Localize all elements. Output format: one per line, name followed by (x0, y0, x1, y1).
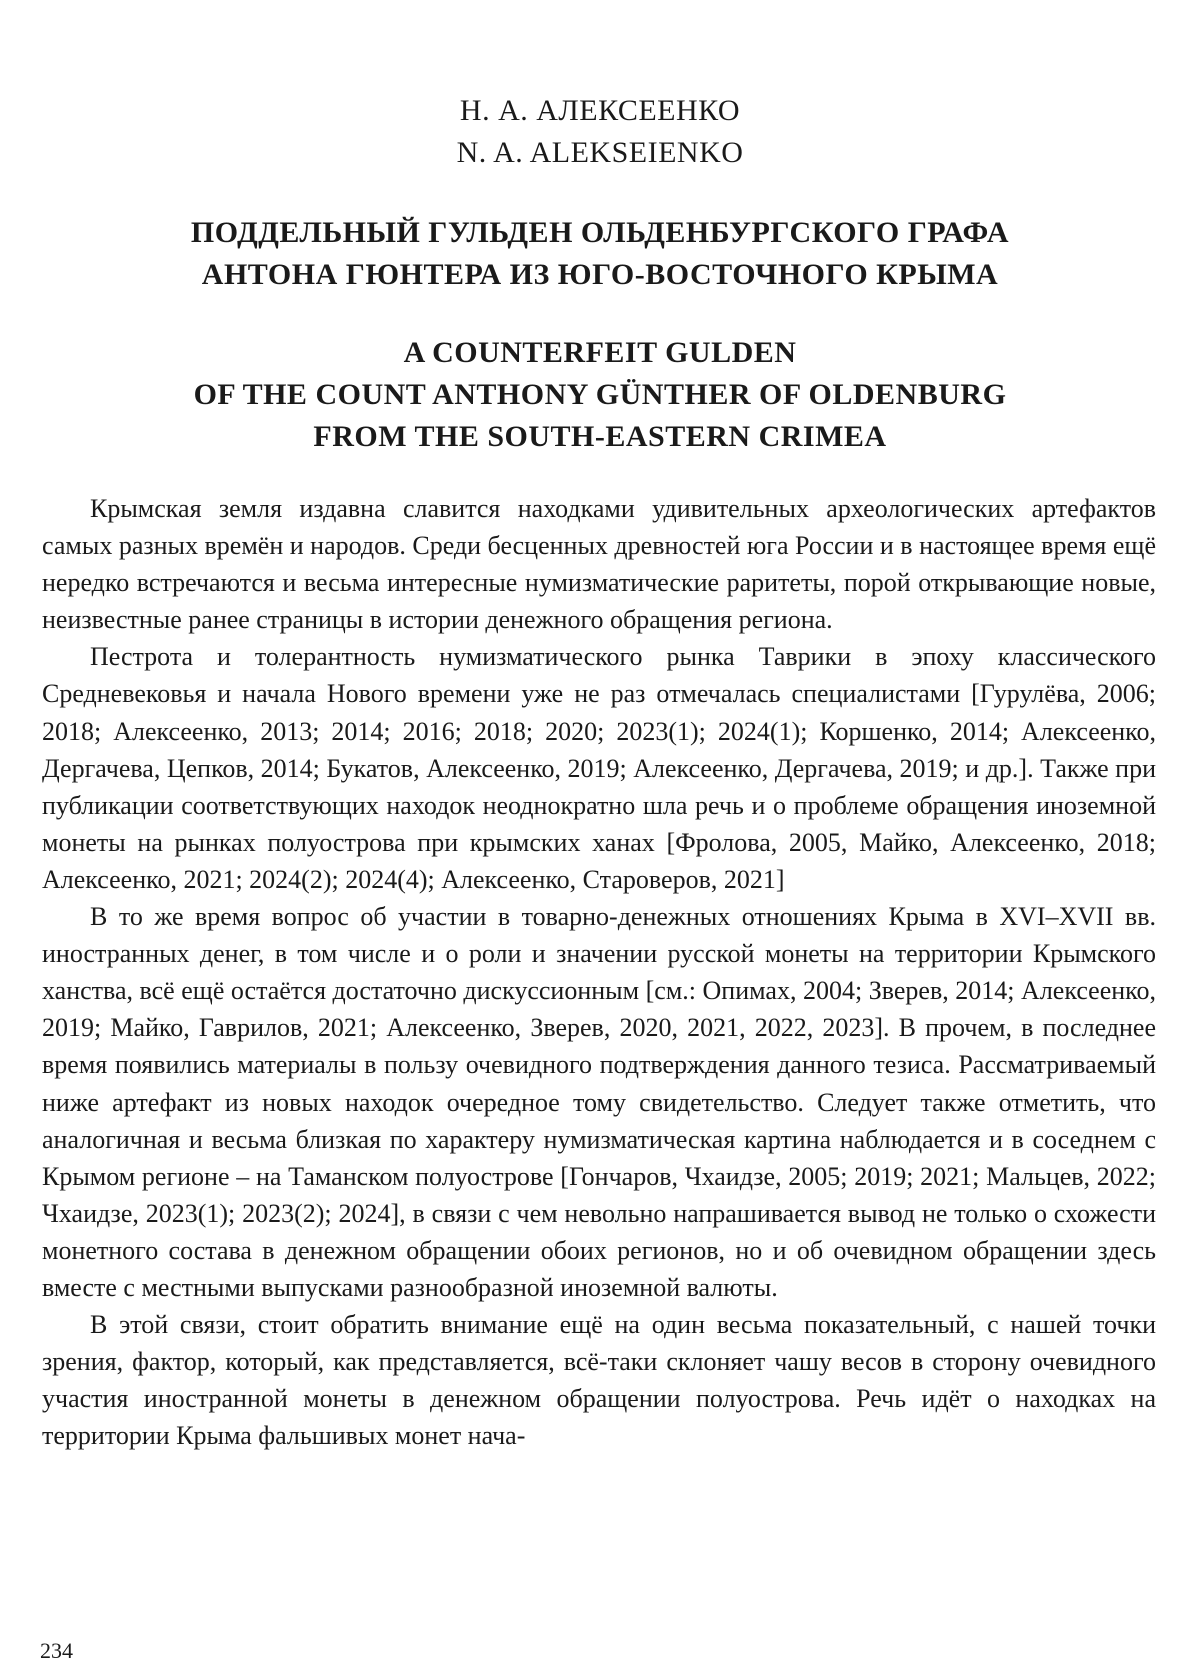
author-name-en: N. A. ALEKSEIENKO (456, 136, 744, 169)
body-paragraph: Пестрота и толерантность нумизматического рынка Таврики в эпоху классического Средневековья и начала Нового времени уже не раз отмечалась специалистами [Гурулёва, 2006; 2018; Алексеенко, 2013; 2014; 2016; 2018; 2020; 2023(1); 2024(1); Коршенко, 2014; Алексеенко, Дергачева, Цепков, 2014; Букатов, Алексеенко, 2019; Алексеенко, Дергачева, 2019; и др.]. Также при публикации соответствующих находок неоднократно шла речь и о проблеме обращения иноземной монеты на рынках полуострова при крымских ханах [Фролова, 2005, Майко, Алексеенко, 2018; Алексеенко, 2021; 2024(2); 2024(4); Алексеенко, Староверов, 2021] (42, 642, 1156, 894)
body-paragraph: Крымская земля издавна славится находками удивительных археологических артефактов самых разных времён и народов. Среди бесценных древностей юга России и в настоящее время ещё нередко встречаются и весьма интересные нумизматические раритеты, порой открывающие новые, неизвестные ранее страницы в истории денежного обращения региона. (42, 494, 1156, 635)
article-body (42, 490, 1156, 1454)
body-paragraph: В то же время вопрос об участии в товарно-денежных отношениях Крыма в XVI–XVII вв. иностранных денег, в том числе и о роли и значении русской монеты на территории Крымского ханства, всё ещё остаётся достаточно дискуссионным [см.: Опимах, 2004; Зверев, 2014; Алексеенко, 2019; Майко, Гаврилов, 2021; Алексеенко, Зверев, 2020, 2021, 2022, 2023]. В прочем, в последнее время появились материалы в пользу очевидного подтверждения данного тезиса. Рассматриваемый ниже артефакт из новых находок очередное тому свидетельство. Следует также отметить, что аналогичная и весьма близкая по характеру нумизматическая картина наблюдается и в соседнем с Крымом регионе – на Таманском полуострове [Гончаров, Чхаидзе, 2005; 2019; 2021; Мальцев, 2022; Чхаидзе, 2023(1); 2023(2); 2024], в связи с чем невольно напрашивается вывод не только о схожести монетного состава в денежном обращении обоих регионов, но и об очевидном обращении здесь вместе с местными выпусками разнообразной иноземной валюты. (42, 902, 1156, 1302)
article-title-en (0, 332, 1200, 458)
author-name-ru: Н. А. АЛЕКСЕЕНКО (459, 94, 741, 127)
title-en-line: A COUNTERFEIT GULDEN (403, 336, 797, 369)
page-number: 234 (40, 1638, 73, 1663)
title-ru-line: ПОДДЕЛЬНЫЙ ГУЛЬДЕН ОЛЬДЕНБУРГСКОГО ГРАФА (190, 216, 1010, 249)
article-title-ru (0, 212, 1200, 296)
body-paragraph: В этой связи, стоит обратить внимание ещё на один весьма показательный, с нашей точки зрения, фактор, который, как представляется, всё-таки склоняет чашу весов в сторону очевидного участия иностранной монеты в денежном обращении полуострова. Речь идёт о находках на территории Крыма фальшивых монет нача- (42, 1310, 1156, 1451)
author-block (0, 90, 1200, 174)
title-en-line: OF THE COUNT ANTHONY GÜNTHER OF OLDENBURG (193, 378, 1007, 411)
title-ru-line: АНТОНА ГЮНТЕРА ИЗ ЮГО-ВОСТОЧНОГО КРЫМА (201, 258, 999, 291)
title-en-line: FROM THE SOUTH-EASTERN CRIMEA (313, 420, 887, 453)
